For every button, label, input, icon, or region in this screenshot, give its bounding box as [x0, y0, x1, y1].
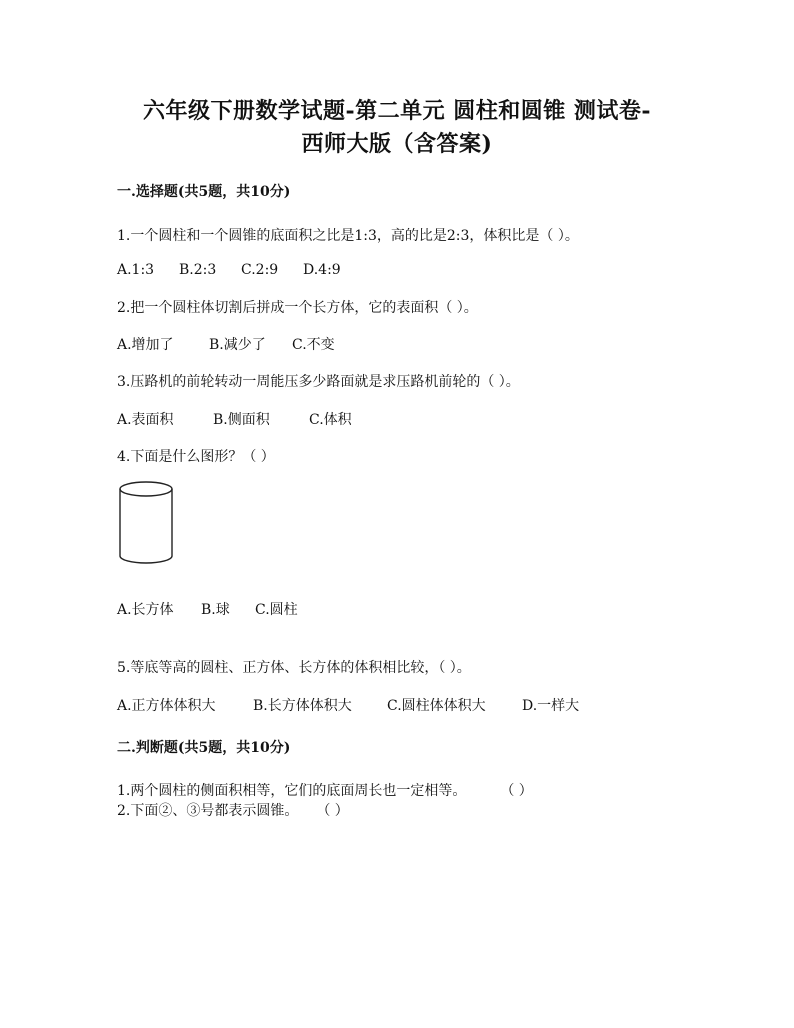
answer-parentheses: （ ） — [316, 803, 349, 819]
option: B.侧面积 — [213, 412, 270, 428]
option: A.表面积 — [117, 412, 174, 428]
section-heading-judgement: 二.判断题(共5题，共10分) — [117, 740, 291, 756]
cylinder-figure — [118, 480, 176, 566]
question-5-options — [117, 695, 579, 715]
option: C.体积 — [309, 412, 352, 428]
option: B.球 — [201, 602, 230, 618]
option: B.2:3 — [179, 262, 217, 278]
question-4-options — [117, 599, 298, 619]
answer-parentheses: （ ） — [500, 783, 533, 799]
option: C.不变 — [292, 337, 335, 353]
question-5-text: 5.等底等高的圆柱、正方体、长方体的体积相比较，（ ）。 — [117, 660, 471, 676]
option: A.增加了 — [117, 337, 174, 353]
option: C.圆柱体体积大 — [387, 698, 486, 714]
judgement-2-text: 2.下面②、③号都表示圆锥。 — [117, 803, 299, 819]
option: A.长方体 — [117, 602, 174, 618]
question-2-options — [117, 334, 335, 354]
question-3-options — [117, 409, 352, 429]
page-title-line1: 六年级下册数学试题-第二单元 圆柱和圆锥 测试卷- — [142, 98, 652, 124]
question-1-text: 1.一个圆柱和一个圆锥的底面积之比是1:3，高的比是2:3，体积比是（ ）。 — [117, 228, 579, 244]
question-1-options — [117, 262, 341, 278]
judgement-1-text: 1.两个圆柱的侧面积相等，它们的底面周长也一定相等。 — [117, 783, 467, 799]
question-3-text: 3.压路机的前轮转动一周能压多少路面就是求压路机前轮的（ ）。 — [117, 374, 520, 390]
judgement-2 — [117, 800, 349, 820]
option: C.2:9 — [241, 262, 279, 278]
question-4-text: 4.下面是什么图形？（ ） — [117, 449, 275, 465]
option: A.正方体体积大 — [117, 698, 216, 714]
option: A.1:3 — [117, 262, 155, 278]
option: B.长方体体积大 — [253, 698, 352, 714]
option: B.减少了 — [209, 337, 266, 353]
option: D.一样大 — [522, 698, 580, 714]
judgement-1 — [117, 780, 533, 800]
option: C.圆柱 — [255, 602, 298, 618]
question-2-text: 2.把一个圆柱体切割后拼成一个长方体，它的表面积（ ）。 — [117, 300, 478, 316]
page-title-line2: 西师大版（含答案) — [301, 131, 493, 157]
option: D.4:9 — [303, 262, 341, 278]
section-heading-choice: 一.选择题(共5题，共10分) — [117, 184, 291, 200]
